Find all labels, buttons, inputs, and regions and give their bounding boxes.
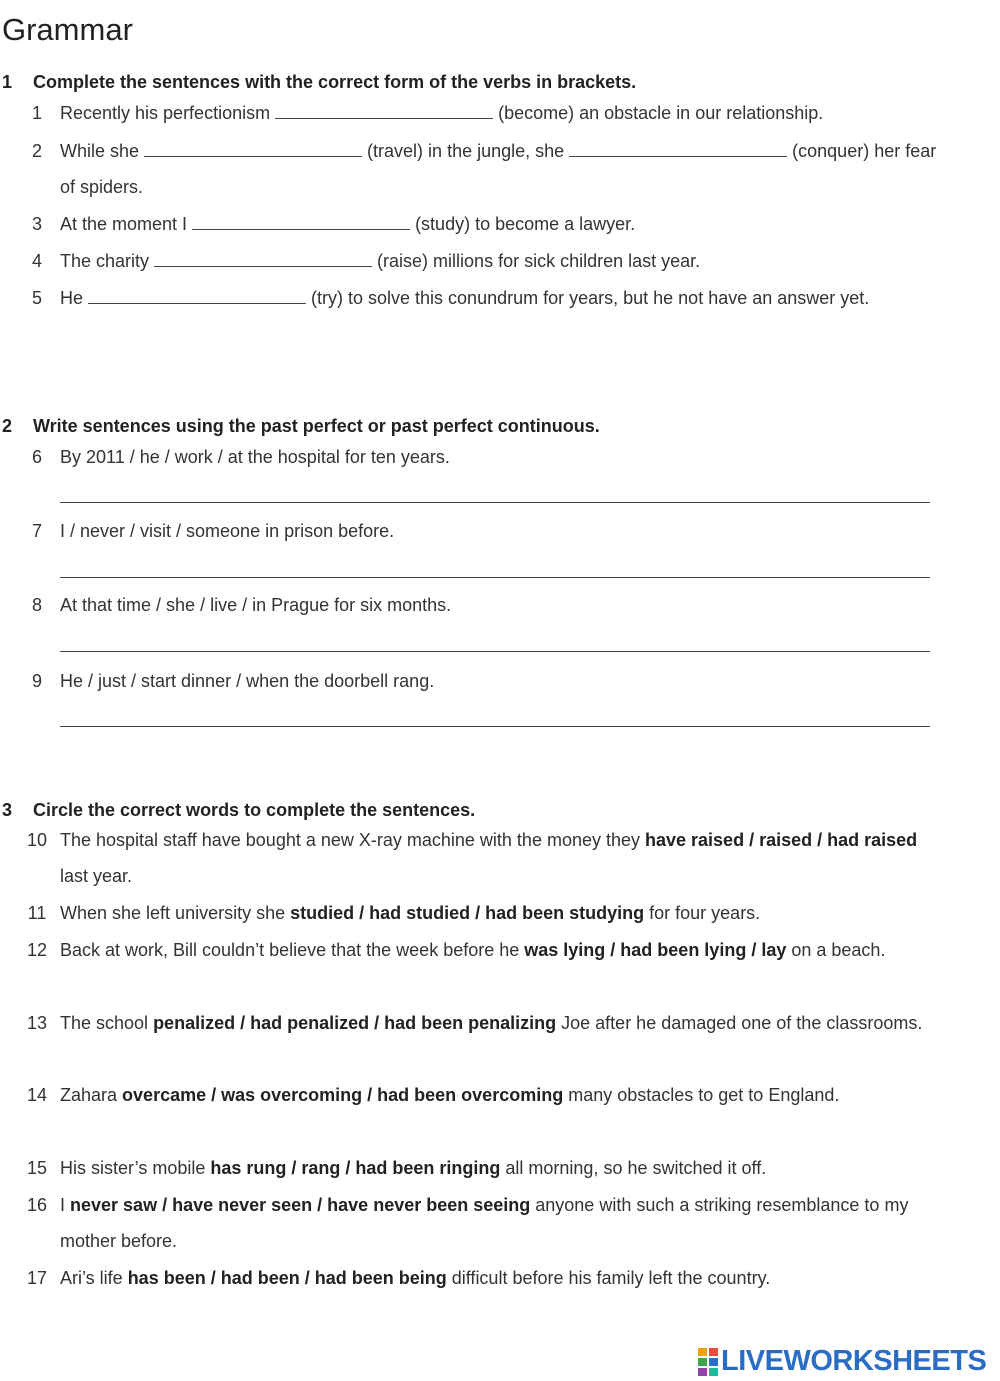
exercise-item-6: 6 By 2011 / he / work / at the hospital for ten years. [31,447,450,467]
answer-line[interactable] [60,502,930,503]
answer-blank[interactable] [144,136,362,157]
exercise-item-1: 1 Recently his perfectionism (become) an obstacle in our relationship. [22,95,940,131]
exercise-item-13: 13 The school penalized / had penalized / had been penalizing Joe after he damaged one of the classrooms. [26,1013,923,1033]
answer-blank[interactable] [569,136,787,157]
exercise-item-10: 10 The hospital staff have bought a new X-ray machine with the money they have raised / raised / had raised last year. [26,830,918,886]
exercise-item-15: 15 His sister’s mobile has rung / rang / had been ringing all morning, so he switched it off. [26,1158,767,1178]
answer-line[interactable] [60,651,930,652]
exercise-item-11: 11 When she left university she studied / had studied / had been studying for four years. [27,903,761,923]
answer-blank[interactable] [192,209,410,230]
exercise-item-14: 14 Zahara overcame / was overcoming / had been overcoming many obstacles to get to England. [26,1085,840,1105]
exercise-item-17: 17 Ari’s life has been / had been / had been being difficult before his family left the country. [26,1268,771,1288]
liveworksheets-logo-icon [698,1346,718,1376]
exercise-item-5: 5 He (try) to solve this conundrum for years, but he not have an answer yet. [22,280,940,316]
answer-options[interactable]: overcame / was overcoming / had been overcoming [122,1085,564,1105]
answer-options[interactable]: has rung / rang / had been ringing [210,1158,501,1178]
exercise-item-4: 4 The charity (raise) millions for sick children last year. [22,243,940,279]
exercise-item-12: 12 Back at work, Bill couldn’t believe that the week before he was lying / had been lying / lay on a beach. [26,940,886,960]
liveworksheets-logo-text: LIVEWORKSHEETS [721,1344,987,1377]
section-2-heading: 2 Write sentences using the past perfect or past perfect continuous. [2,416,600,436]
answer-line[interactable] [60,726,930,727]
answer-blank[interactable] [88,283,306,304]
section-1-heading: 1 Complete the sentences with the correct form of the verbs in brackets. [2,72,637,92]
liveworksheets-logo[interactable] [698,1343,986,1379]
exercise-item-3: 3 At the moment I (study) to become a lawyer. [22,206,940,242]
answer-options[interactable]: has been / had been / had been being [127,1268,447,1288]
answer-options[interactable]: never saw / have never seen / have never been seeing [70,1195,531,1215]
page-title: Grammar [2,12,133,47]
answer-options[interactable]: have raised / raised / had raised [645,830,918,850]
exercise-item-8: 8 At that time / she / live / in Prague for six months. [31,595,452,615]
exercise-item-2: 2 While she (travel) in the jungle, she (conquer) her fear of spiders. [22,133,940,205]
exercise-item-16: 16 I never saw / have never seen / have never been seeing anyone with such a striking resemblance to my mother before. [26,1195,909,1251]
answer-options[interactable]: studied / had studied / had been studying [290,903,645,923]
answer-line[interactable] [60,577,930,578]
answer-blank[interactable] [154,246,372,267]
exercise-item-7: 7 I / never / visit / someone in prison before. [31,521,395,541]
answer-options[interactable]: penalized / had penalized / had been penalizing [153,1013,557,1033]
exercise-item-9: 9 He / just / start dinner / when the doorbell rang. [31,671,435,691]
answer-options[interactable]: was lying / had been lying / lay [524,940,787,960]
section-3-heading: 3 Circle the correct words to complete the sentences. [2,800,476,820]
answer-blank[interactable] [275,98,493,119]
